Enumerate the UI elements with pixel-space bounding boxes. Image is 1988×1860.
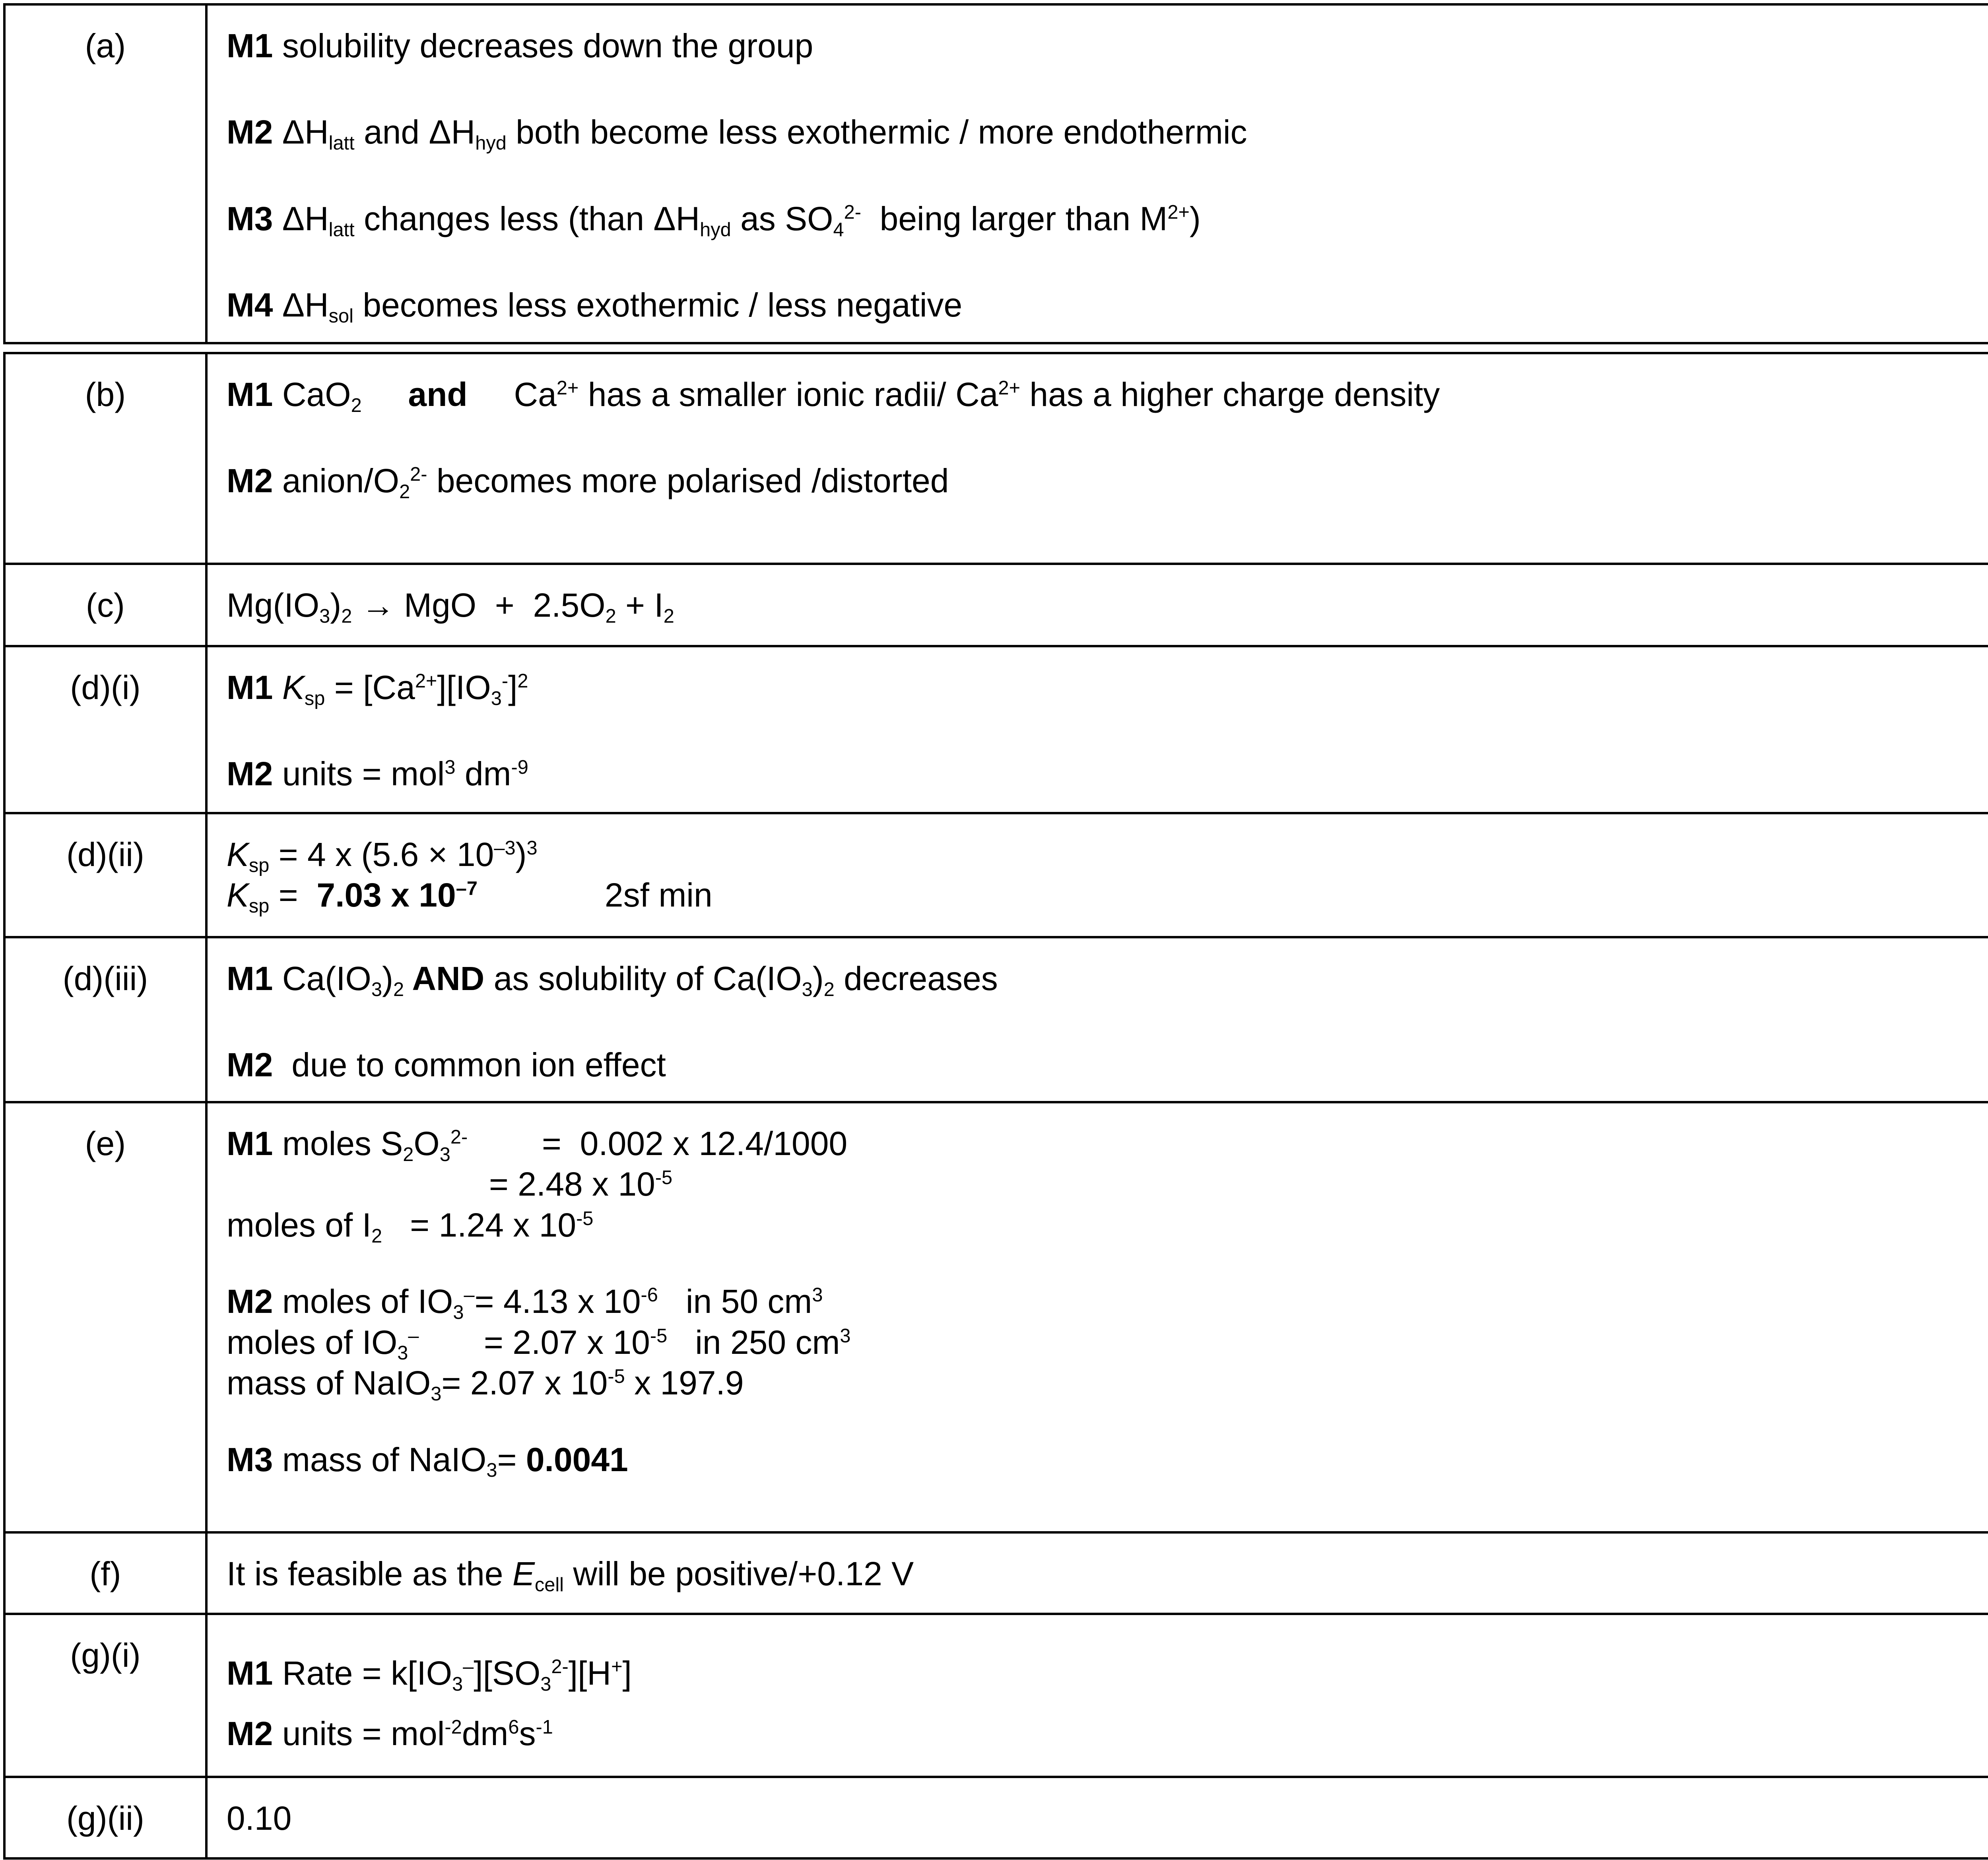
part-label: (e) [4,1102,206,1532]
mark-scheme-table-main [3,352,1988,1860]
answer-line: It is feasible as the $E_{cell}$ will be positive/+0.12 V [226,1555,914,1596]
answer-line-m2: M2 units = mol$^3$ $dm^{-9}$ [226,755,528,793]
mark-scheme-table-a [3,3,1988,344]
part-label: (d)(iii) [4,937,206,1102]
table-row [4,564,1988,646]
table-row [4,813,1988,937]
answer-line-m3: M3 mass of NaIO$_3$= 0.0041 [226,1441,628,1481]
answer-line-m4: M4 $\Delta H_{sol}$ becomes less exothermic / less negative [226,286,963,327]
answer-cell [206,4,1988,343]
table-row [4,4,1988,343]
answer-line-m2: M2 $\Delta H_{latt}$ and $\Delta H_{hyd}$ both become less exothermic / more endothermic [226,113,1247,154]
answer-line-m2: M2 due to common ion effect [226,1046,666,1084]
answer-cell [206,1532,1988,1614]
table-row [4,1614,1988,1777]
answer-line-m2: M2 units = $mol^{-2}dm^6s^{-1}$ [226,1715,553,1753]
answer-line-2: $K_{sp} = 7.03$ x $10^{-7}$ 2sf min [226,876,712,917]
answer-line-moles-io3: moles of $IO_3^-$ = 2.07 x $10^{-5}$ in 250 $cm^3$ [226,1323,851,1364]
answer-line: 0.10 [226,1800,292,1837]
answer-line-m1: M1 moles $S_2O_3^{2-}$ = 0.002 x 12.4/1000 [226,1125,848,1165]
answer-line-m1: M1 $K_{sp} = [Ca^{2+}][IO_3^-]^2$ [226,669,528,709]
answer-cell [206,1102,1988,1532]
part-label: (g)(i) [4,1614,206,1777]
part-label: (d)(i) [4,646,206,813]
answer-cell [206,1614,1988,1777]
answer-line-m1-result: = 2.48 x $10^{-5}$ [489,1165,673,1203]
table-row [4,1777,1988,1858]
answer-line-m3: M3 $\Delta H_{latt}$ changes less (than $\Delta H_{hyd}$ as $SO_4^{2-}$ being larger than $M^{2+}$) [226,200,1201,241]
table-row [4,353,1988,564]
answer-line-m1: M1 CaO$_2$ and $Ca^{2+}$ has a smaller ionic radii/ $Ca^{2+}$ has a higher charge density [226,376,1440,416]
part-label: (c) [4,564,206,646]
answer-line: $Mg(IO_3)_2$ → MgO + $2.5O_2 + I_2$ [226,586,674,627]
table-row [4,1532,1988,1614]
answer-line-m2: M2 anion/$O_2^{2-}$ becomes more polarised /distorted [226,462,949,503]
answer-line-m1: M1 Rate = $k[IO_3^-][SO_3^{2-}][H^+]$ [226,1654,632,1695]
table-row [4,646,1988,813]
part-label: (d)(ii) [4,813,206,937]
answer-cell [206,564,1988,646]
answer-cell [206,937,1988,1102]
answer-cell [206,646,1988,813]
answer-line-m1: M1 $Ca(IO_3)_2$ AND as solubility of $Ca(IO_3)_2$ decreases [226,960,998,1000]
answer-line-1: $K_{sp} = 4$ x $(5.6 \times 10^{-3})^3$ [226,836,538,876]
part-label: (a) [4,4,206,343]
answer-cell [206,353,1988,564]
answer-line-m1: M1 solubility decreases down the group [226,27,813,64]
part-label: (b) [4,353,206,564]
answer-line-m2: M2 moles of $IO_3^-= 4.13$ x $10^{-6}$ in 50 $cm^3$ [226,1283,823,1324]
table-row [4,1102,1988,1532]
table-row [4,937,1988,1102]
answer-line-mass: mass of NaIO$_3$= 2.07 x $10^{-5}$ x 197.9 [226,1364,744,1405]
answer-line-moles-i2: moles of $I_2 = 1.24$ x $10^{-5}$ [226,1206,594,1247]
part-label: (f) [4,1532,206,1614]
answer-cell [206,1777,1988,1858]
part-label: (g)(ii) [4,1777,206,1858]
answer-cell [206,813,1988,937]
